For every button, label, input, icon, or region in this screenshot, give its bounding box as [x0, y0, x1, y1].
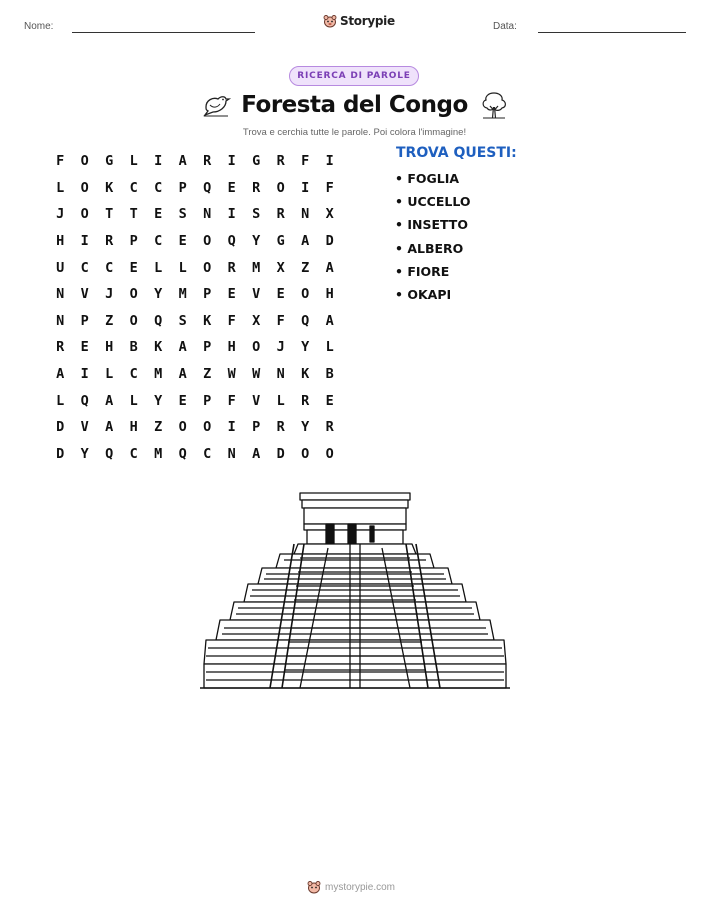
- grid-cell[interactable]: M: [252, 259, 261, 276]
- grid-cell[interactable]: O: [252, 339, 261, 356]
- grid-cell[interactable]: I: [80, 366, 89, 383]
- grid-cell[interactable]: A: [178, 366, 187, 383]
- grid-cell[interactable]: C: [129, 366, 138, 383]
- name-label: Nome:: [24, 21, 54, 32]
- grid-cell[interactable]: E: [325, 392, 334, 409]
- grid-cell[interactable]: D: [56, 419, 65, 436]
- grid-cell[interactable]: H: [227, 339, 236, 356]
- grid-cell[interactable]: C: [203, 445, 212, 462]
- grid-cell[interactable]: J: [105, 286, 114, 303]
- grid-row: [48, 201, 342, 228]
- tree-icon: [478, 88, 510, 120]
- grid-cell[interactable]: P: [80, 312, 89, 329]
- grid-cell[interactable]: R: [276, 153, 285, 170]
- grid-cell[interactable]: Y: [154, 392, 163, 409]
- grid-cell[interactable]: B: [325, 366, 334, 383]
- grid-cell[interactable]: R: [276, 419, 285, 436]
- grid-cell[interactable]: Y: [154, 286, 163, 303]
- grid-cell[interactable]: C: [129, 445, 138, 462]
- grid-row: [48, 387, 342, 414]
- grid-cell[interactable]: O: [80, 179, 89, 196]
- grid-cell[interactable]: N: [56, 312, 65, 329]
- grid-cell[interactable]: I: [325, 153, 334, 170]
- grid-cell[interactable]: C: [105, 259, 114, 276]
- grid-cell[interactable]: E: [178, 392, 187, 409]
- grid-cell[interactable]: Q: [80, 392, 89, 409]
- grid-cell[interactable]: D: [56, 445, 65, 462]
- word-list: [395, 171, 471, 310]
- grid-cell[interactable]: A: [56, 366, 65, 383]
- grid-cell[interactable]: F: [276, 312, 285, 329]
- grid-cell[interactable]: R: [203, 153, 212, 170]
- grid-cell[interactable]: I: [301, 179, 310, 196]
- grid-cell[interactable]: Q: [154, 312, 163, 329]
- grid-cell[interactable]: K: [154, 339, 163, 356]
- grid-cell[interactable]: I: [227, 206, 236, 223]
- grid-row: [48, 441, 342, 468]
- grid-row: [48, 361, 342, 388]
- grid-row: [48, 148, 342, 175]
- grid-cell[interactable]: A: [178, 153, 187, 170]
- grid-cell[interactable]: T: [105, 206, 114, 223]
- word-item: • OKAPI: [395, 286, 452, 302]
- grid-cell[interactable]: K: [301, 366, 310, 383]
- grid-row: [48, 414, 342, 441]
- grid-cell[interactable]: H: [105, 339, 114, 356]
- grid-cell[interactable]: C: [80, 259, 89, 276]
- grid-cell[interactable]: R: [56, 339, 65, 356]
- grid-cell[interactable]: J: [56, 206, 65, 223]
- grid-cell[interactable]: Q: [178, 445, 187, 462]
- grid-cell[interactable]: X: [276, 259, 285, 276]
- mascot-icon: [323, 14, 337, 28]
- grid-cell[interactable]: L: [276, 392, 285, 409]
- grid-cell[interactable]: P: [203, 392, 212, 409]
- grid-cell[interactable]: S: [178, 312, 187, 329]
- grid-cell[interactable]: P: [203, 286, 212, 303]
- grid-cell[interactable]: A: [325, 312, 334, 329]
- grid-cell[interactable]: N: [56, 286, 65, 303]
- grid-cell[interactable]: E: [227, 286, 236, 303]
- grid-cell[interactable]: O: [80, 206, 89, 223]
- grid-cell[interactable]: L: [129, 392, 138, 409]
- grid-cell[interactable]: Y: [80, 445, 89, 462]
- grid-cell[interactable]: W: [227, 366, 236, 383]
- instructions: Trova e cerchia tutte le parole. Poi colora l'immagine!: [242, 127, 467, 138]
- grid-cell[interactable]: O: [325, 445, 334, 462]
- grid-cell[interactable]: L: [105, 366, 114, 383]
- grid-cell[interactable]: Q: [203, 179, 212, 196]
- grid-cell[interactable]: L: [325, 339, 334, 356]
- grid-cell[interactable]: O: [178, 419, 187, 436]
- grid-cell[interactable]: W: [252, 366, 261, 383]
- grid-cell[interactable]: O: [203, 233, 212, 250]
- grid-cell[interactable]: F: [227, 392, 236, 409]
- grid-cell[interactable]: G: [105, 153, 114, 170]
- grid-cell[interactable]: N: [276, 366, 285, 383]
- grid-cell[interactable]: E: [276, 286, 285, 303]
- grid-cell[interactable]: Z: [301, 259, 310, 276]
- word-item: • UCCELLO: [395, 194, 471, 210]
- grid-cell[interactable]: V: [252, 286, 261, 303]
- grid-cell[interactable]: C: [154, 179, 163, 196]
- grid-cell[interactable]: E: [154, 206, 163, 223]
- grid-cell[interactable]: I: [80, 233, 89, 250]
- mascot-icon: [307, 880, 321, 894]
- grid-cell[interactable]: C: [154, 233, 163, 250]
- grid-cell[interactable]: G: [276, 233, 285, 250]
- brand-name: Storypie: [340, 14, 395, 28]
- grid-cell[interactable]: L: [129, 153, 138, 170]
- grid-cell[interactable]: N: [203, 206, 212, 223]
- grid-cell[interactable]: N: [301, 206, 310, 223]
- activity-badge: RICERCA DI PAROLE: [289, 66, 419, 86]
- grid-cell[interactable]: A: [178, 339, 187, 356]
- grid-cell[interactable]: V: [80, 419, 89, 436]
- grid-cell[interactable]: O: [301, 286, 310, 303]
- grid-cell[interactable]: J: [276, 339, 285, 356]
- word-list-title: TROVA QUESTI:: [396, 145, 517, 161]
- grid-cell[interactable]: Z: [154, 419, 163, 436]
- grid-cell[interactable]: A: [105, 419, 114, 436]
- date-field-line[interactable]: [538, 32, 686, 33]
- grid-cell[interactable]: C: [129, 179, 138, 196]
- grid-cell[interactable]: O: [203, 259, 212, 276]
- grid-cell[interactable]: E: [178, 233, 187, 250]
- grid-cell[interactable]: Q: [301, 312, 310, 329]
- storypie-logo: [323, 14, 395, 28]
- grid-cell[interactable]: M: [178, 286, 187, 303]
- grid-row: [48, 308, 342, 335]
- grid-cell[interactable]: E: [129, 259, 138, 276]
- grid-cell[interactable]: P: [129, 233, 138, 250]
- date-label: Data:: [493, 21, 517, 32]
- grid-cell[interactable]: Y: [301, 419, 310, 436]
- grid-cell[interactable]: T: [129, 206, 138, 223]
- word-item: • FIORE: [395, 263, 450, 279]
- word-item: • FOGLIA: [395, 171, 460, 186]
- grid-row: [48, 334, 342, 361]
- grid-cell[interactable]: R: [325, 419, 334, 436]
- grid-cell[interactable]: F: [325, 179, 334, 196]
- grid-cell[interactable]: M: [154, 366, 163, 383]
- grid-row: [48, 281, 342, 308]
- grid-cell[interactable]: E: [80, 339, 89, 356]
- pyramid-illustration[interactable]: [200, 488, 510, 693]
- grid-cell[interactable]: R: [252, 179, 261, 196]
- grid-cell[interactable]: O: [129, 312, 138, 329]
- grid-cell[interactable]: A: [252, 445, 261, 462]
- footer-url: mystorypie.com: [325, 881, 396, 893]
- grid-cell[interactable]: P: [178, 179, 187, 196]
- grid-cell[interactable]: R: [105, 233, 114, 250]
- grid-cell[interactable]: Z: [105, 312, 114, 329]
- grid-cell[interactable]: V: [80, 286, 89, 303]
- grid-row: [48, 175, 342, 202]
- grid-cell[interactable]: F: [227, 312, 236, 329]
- grid-cell[interactable]: R: [301, 392, 310, 409]
- grid-cell[interactable]: P: [203, 339, 212, 356]
- grid-cell[interactable]: Z: [203, 366, 212, 383]
- grid-cell[interactable]: U: [56, 259, 65, 276]
- grid-cell[interactable]: H: [129, 419, 138, 436]
- grid-cell[interactable]: Y: [252, 233, 261, 250]
- grid-cell[interactable]: A: [301, 233, 310, 250]
- grid-row: [48, 228, 342, 255]
- word-item: • INSETTO: [395, 217, 468, 233]
- grid-cell[interactable]: K: [203, 312, 212, 329]
- grid-cell[interactable]: L: [56, 392, 65, 409]
- grid-cell[interactable]: O: [301, 445, 310, 462]
- grid-cell[interactable]: L: [154, 259, 163, 276]
- grid-cell[interactable]: I: [227, 153, 236, 170]
- grid-cell[interactable]: Y: [301, 339, 310, 356]
- grid-cell[interactable]: F: [301, 153, 310, 170]
- page-title: Foresta del Congo: [241, 92, 468, 118]
- grid-cell[interactable]: O: [276, 179, 285, 196]
- grid-cell[interactable]: D: [276, 445, 285, 462]
- grid-cell[interactable]: A: [105, 392, 114, 409]
- grid-cell[interactable]: Q: [105, 445, 114, 462]
- grid-cell[interactable]: F: [56, 153, 65, 170]
- grid-cell[interactable]: A: [325, 259, 334, 276]
- grid-cell[interactable]: S: [252, 206, 261, 223]
- grid-cell[interactable]: H: [56, 233, 65, 250]
- grid-cell[interactable]: L: [178, 259, 187, 276]
- grid-cell[interactable]: O: [129, 286, 138, 303]
- grid-cell[interactable]: N: [227, 445, 236, 462]
- grid-cell[interactable]: S: [178, 206, 187, 223]
- grid-cell[interactable]: X: [252, 312, 261, 329]
- grid-cell[interactable]: E: [227, 179, 236, 196]
- grid-cell[interactable]: R: [227, 259, 236, 276]
- grid-cell[interactable]: M: [154, 445, 163, 462]
- grid-cell[interactable]: I: [154, 153, 163, 170]
- grid-cell[interactable]: H: [325, 286, 334, 303]
- grid-row: [48, 254, 342, 281]
- grid-cell[interactable]: L: [56, 179, 65, 196]
- grid-cell[interactable]: V: [252, 392, 261, 409]
- footer: [307, 880, 395, 894]
- grid-cell[interactable]: D: [325, 233, 334, 250]
- grid-cell[interactable]: I: [227, 419, 236, 436]
- grid-cell[interactable]: R: [276, 206, 285, 223]
- grid-cell[interactable]: X: [325, 206, 334, 223]
- grid-cell[interactable]: P: [252, 419, 261, 436]
- grid-cell[interactable]: Q: [227, 233, 236, 250]
- grid-cell[interactable]: O: [203, 419, 212, 436]
- grid-cell[interactable]: B: [129, 339, 138, 356]
- grid-cell[interactable]: O: [80, 153, 89, 170]
- name-field-line[interactable]: [72, 32, 255, 33]
- grid-cell[interactable]: G: [252, 153, 261, 170]
- word-search-grid[interactable]: [48, 148, 342, 467]
- word-item: • ALBERO: [395, 240, 464, 256]
- grid-cell[interactable]: K: [105, 179, 114, 196]
